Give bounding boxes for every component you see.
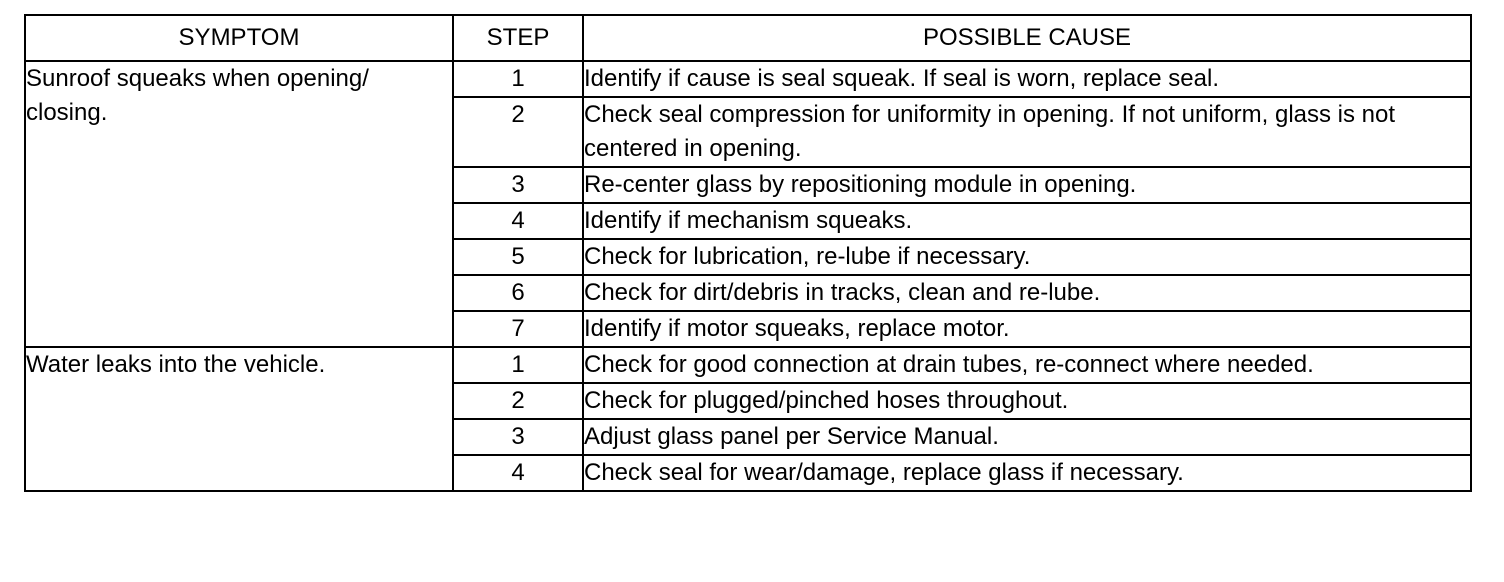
symptom-cell: Sunroof squeaks when opening/ closing. <box>25 61 453 347</box>
diagnosis-table <box>24 14 1472 492</box>
cause-cell: Identify if mechanism squeaks. <box>583 203 1471 239</box>
step-cell: 6 <box>453 275 583 311</box>
cause-cell: Check for dirt/debris in tracks, clean and re-lube. <box>583 275 1471 311</box>
cause-cell: Identify if motor squeaks, replace motor. <box>583 311 1471 347</box>
step-cell: 7 <box>453 311 583 347</box>
table-row <box>25 347 1471 383</box>
step-cell: 1 <box>453 347 583 383</box>
header-row <box>25 15 1471 61</box>
step-cell: 3 <box>453 167 583 203</box>
step-cell: 2 <box>453 97 583 167</box>
step-cell: 2 <box>453 383 583 419</box>
table-row <box>25 61 1471 97</box>
step-cell: 3 <box>453 419 583 455</box>
cause-cell: Check for lubrication, re-lube if necessary. <box>583 239 1471 275</box>
cause-cell: Re-center glass by repositioning module in opening. <box>583 167 1471 203</box>
header-symptom: SYMPTOM <box>25 15 453 61</box>
step-cell: 4 <box>453 455 583 491</box>
header-step: STEP <box>453 15 583 61</box>
step-cell: 5 <box>453 239 583 275</box>
cause-cell: Check for good connection at drain tubes, re-connect where needed. <box>583 347 1471 383</box>
step-cell: 1 <box>453 61 583 97</box>
cause-cell: Check seal compression for uniformity in opening. If not uniform, glass is not centered in opening. <box>583 97 1471 167</box>
cause-cell: Identify if cause is seal squeak. If seal is worn, replace seal. <box>583 61 1471 97</box>
cause-cell: Check seal for wear/damage, replace glass if necessary. <box>583 455 1471 491</box>
cause-cell: Adjust glass panel per Service Manual. <box>583 419 1471 455</box>
cause-cell: Check for plugged/pinched hoses throughout. <box>583 383 1471 419</box>
step-cell: 4 <box>453 203 583 239</box>
symptom-cell: Water leaks into the vehicle. <box>25 347 453 491</box>
header-cause: POSSIBLE CAUSE <box>583 15 1471 61</box>
